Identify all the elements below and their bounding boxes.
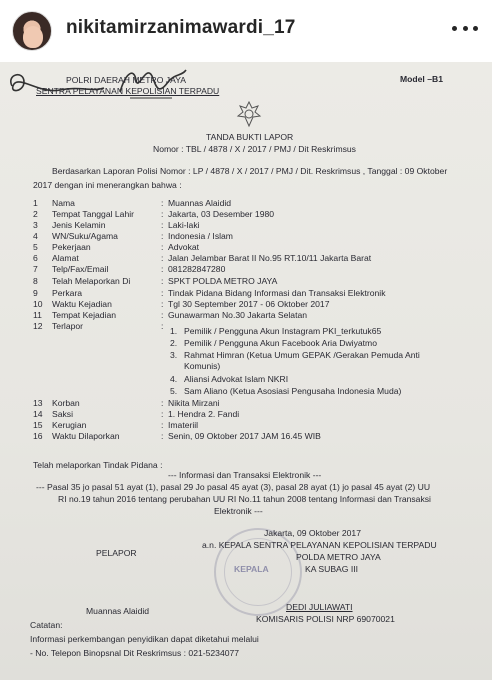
row-value: Nikita Mirzani bbox=[168, 398, 220, 408]
row-value: Jalan Jelambar Barat II No.95 RT.10/11 Jakarta Barat bbox=[168, 253, 372, 263]
org-line-2: SENTRA PELAYANAN KEPOLISIAN TERPADU bbox=[36, 86, 220, 96]
row-colon: : bbox=[161, 264, 164, 274]
row-number: 4 bbox=[33, 231, 38, 241]
law-line-3: Elektronik --- bbox=[214, 506, 263, 516]
list-number: 3. bbox=[170, 350, 178, 360]
row-colon: : bbox=[161, 299, 164, 309]
row-label: Tempat Kejadian bbox=[52, 310, 117, 320]
row-number: 15 bbox=[33, 420, 43, 430]
row-value: Muannas Alaidid bbox=[168, 198, 232, 208]
row-colon: : bbox=[161, 220, 164, 230]
row-label: Saksi bbox=[52, 409, 74, 419]
row-label: Waktu Dilaporkan bbox=[52, 431, 120, 441]
note-line-1: Informasi perkembangan penyidikan dapat diketahui melalui bbox=[30, 634, 259, 644]
row-value: Laki-laki bbox=[168, 220, 200, 230]
row-value: Tindak Pidana Bidang Informasi dan Transaksi Elektronik bbox=[168, 288, 386, 298]
document-title: TANDA BUKTI LAPOR bbox=[206, 132, 294, 142]
list-text: Pemilik / Pengguna Akun Instagram PKI_terkutuk65 bbox=[184, 326, 382, 336]
row-colon: : bbox=[161, 253, 164, 263]
row-number: 16 bbox=[33, 431, 43, 441]
row-colon: : bbox=[161, 276, 164, 286]
row-number: 13 bbox=[33, 398, 43, 408]
row-number: 14 bbox=[33, 409, 43, 419]
row-label: Tempat Tanggal Lahir bbox=[52, 209, 135, 219]
list-number: 4. bbox=[170, 374, 178, 384]
list-text: Sam Aliano (Ketua Asosiasi Pengusaha Indonesia Muda) bbox=[184, 386, 402, 396]
row-colon: : bbox=[161, 398, 164, 408]
intro-line-1: Berdasarkan Laporan Polisi Nomor : LP / 4878 / X / 2017 / PMJ / Dit. Reskrimsus , Tanggal : 09 Oktober bbox=[52, 166, 448, 176]
officer-rank: KOMISARIS POLISI NRP 69070021 bbox=[256, 614, 395, 624]
intro-line-2: 2017 dengan ini menerangkan bahwa : bbox=[33, 180, 182, 190]
row-value: Imateriil bbox=[168, 420, 199, 430]
org-line-1: POLRI DAERAH METRO JAYA bbox=[66, 75, 187, 85]
sign-on-behalf: a.n. KEPALA SENTRA PELAYANAN KEPOLISIAN TERPADU bbox=[202, 540, 437, 550]
more-options-icon[interactable] bbox=[452, 26, 478, 32]
row-number: 10 bbox=[33, 299, 43, 309]
row-label: Korban bbox=[52, 398, 80, 408]
sign-place-date: Jakarta, 09 Oktober 2017 bbox=[264, 528, 361, 538]
sign-polda: POLDA METRO JAYA bbox=[296, 552, 381, 562]
row-colon: : bbox=[161, 209, 164, 219]
list-text: Pemilik / Pengguna Akun Facebook Aria Dwiyatmo bbox=[184, 338, 377, 348]
row-colon: : bbox=[161, 198, 164, 208]
row-label: Perkara bbox=[52, 288, 83, 298]
row-value: Tgl 30 September 2017 - 06 Oktober 2017 bbox=[168, 299, 330, 309]
row-colon: : bbox=[161, 242, 164, 252]
username[interactable]: nikitamirzanimawardi_17 bbox=[66, 17, 296, 38]
row-colon: : bbox=[161, 321, 164, 331]
row-label: Terlapor bbox=[52, 321, 84, 331]
row-value: Advokat bbox=[168, 242, 200, 252]
row-value: 1. Hendra 2. Fandi bbox=[168, 409, 240, 419]
row-label: Telah Melaporkan Di bbox=[52, 276, 131, 286]
law-title: --- Informasi dan Transaksi Elektronik --- bbox=[168, 470, 322, 480]
list-text: Aliansi Advokat Islam NKRI bbox=[184, 374, 289, 384]
row-value: SPKT POLDA METRO JAYA bbox=[168, 276, 278, 286]
row-colon: : bbox=[161, 310, 164, 320]
row-label: Jenis Kelamin bbox=[52, 220, 106, 230]
row-label: Nama bbox=[52, 198, 75, 208]
pelapor-label: PELAPOR bbox=[96, 548, 137, 558]
law-line-1: --- Pasal 35 jo pasal 51 ayat (1), pasal 29 Jo pasal 45 ayat (3), pasal 28 ayat (1) jo pasal 45 ayat (2) UU bbox=[36, 482, 431, 492]
row-colon: : bbox=[161, 288, 164, 298]
row-number: 5 bbox=[33, 242, 38, 252]
row-value: Senin, 09 Oktober 2017 JAM 16.45 WIB bbox=[168, 431, 321, 441]
police-emblem-icon bbox=[234, 100, 264, 128]
note-line-2: - No. Telepon Binopsnal Dit Reskrimsus : 021-5234077 bbox=[30, 648, 240, 658]
list-number: 2. bbox=[170, 338, 178, 348]
row-number: 2 bbox=[33, 209, 38, 219]
row-label: Telp/Fax/Email bbox=[52, 264, 109, 274]
row-colon: : bbox=[161, 431, 164, 441]
row-number: 9 bbox=[33, 288, 38, 298]
row-value: Indonesia / Islam bbox=[168, 231, 233, 241]
row-number: 3 bbox=[33, 220, 38, 230]
row-number: 11 bbox=[33, 310, 42, 320]
list-text: Rahmat Himran (Ketua Umum GEPAK /Gerakan Pemuda Anti bbox=[184, 350, 420, 360]
law-line-2: RI no.19 tahun 2016 tentang perubahan UU RI No.11 tahun 2008 tentang Informasi dan Transaksi bbox=[58, 494, 431, 504]
pelapor-name: Muannas Alaidid bbox=[86, 606, 150, 616]
report-document-photo bbox=[0, 62, 492, 680]
row-label: Waktu Kejadian bbox=[52, 299, 112, 309]
row-number: 6 bbox=[33, 253, 38, 263]
row-label: WN/Suku/Agama bbox=[52, 231, 118, 241]
catatan-label: Catatan: bbox=[30, 620, 63, 630]
row-number: 7 bbox=[33, 264, 38, 274]
list-number: 5. bbox=[170, 386, 178, 396]
avatar[interactable] bbox=[12, 11, 52, 51]
row-number: 1 bbox=[33, 198, 38, 208]
officer-name: DEDI JULIAWATI bbox=[286, 602, 353, 612]
sign-subag: KA SUBAG III bbox=[305, 564, 359, 574]
row-label: Kerugian bbox=[52, 420, 87, 430]
row-value: Gunawarman No.30 Jakarta Selatan bbox=[168, 310, 308, 320]
stamp-label: KEPALA bbox=[234, 564, 269, 574]
row-value: Jakarta, 03 Desember 1980 bbox=[168, 209, 275, 219]
row-label: Alamat bbox=[52, 253, 79, 263]
list-number: 1. bbox=[170, 326, 178, 336]
list-text: Komunis) bbox=[184, 361, 221, 371]
row-number: 12 bbox=[33, 321, 43, 331]
row-colon: : bbox=[161, 409, 164, 419]
row-colon: : bbox=[161, 231, 164, 241]
reported-intro: Telah melaporkan Tindak Pidana : bbox=[33, 460, 163, 470]
post-header bbox=[0, 0, 492, 62]
row-number: 8 bbox=[33, 276, 38, 286]
row-colon: : bbox=[161, 420, 164, 430]
row-value: 081282847280 bbox=[168, 264, 226, 274]
model-label: Model –B1 bbox=[400, 74, 443, 84]
document-number: Nomor : TBL / 4878 / X / 2017 / PMJ / Dit Reskrimsus bbox=[153, 144, 356, 154]
row-label: Pekerjaan bbox=[52, 242, 91, 252]
